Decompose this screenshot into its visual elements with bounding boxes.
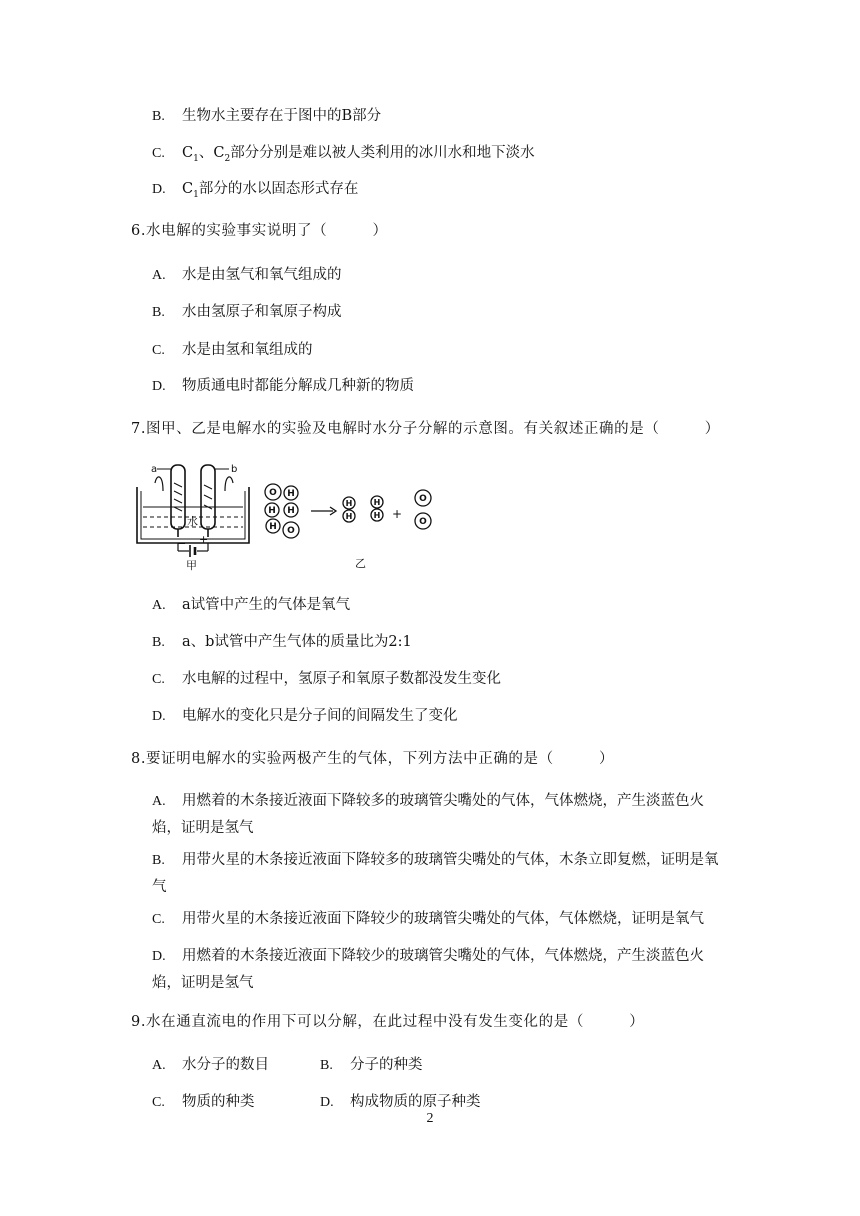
atom-o: O <box>419 494 427 504</box>
q8-option-b <box>152 847 730 901</box>
option-key: C. <box>152 912 165 927</box>
atom-h: H <box>373 511 381 520</box>
q9-option-d <box>320 1092 481 1113</box>
option-key: C. <box>152 146 165 161</box>
option-key: A. <box>152 794 166 809</box>
q8-stem: 8.要证明电解水的实验两极产生的气体，下列方法中正确的是（ ） <box>131 751 615 767</box>
label-plus: + <box>199 533 209 546</box>
electrolysis-figure <box>133 455 453 573</box>
option-text: 用带火星的木条接近液面下降较多的玻璃管尖嘴处的气体，木条立即复燃，证明是氧气 <box>152 852 719 895</box>
option-key: C. <box>152 343 165 358</box>
option-text: 水是由氢气和氧气组成的 <box>182 267 342 283</box>
c1-subscript: 1 <box>193 189 199 200</box>
q7-option-b <box>152 632 412 653</box>
option-key: D. <box>152 182 166 197</box>
option-key: C. <box>152 672 165 687</box>
option-key: A. <box>152 1058 166 1073</box>
q5-option-b <box>152 106 381 127</box>
option-text: 构成物质的原子种类 <box>350 1094 481 1110</box>
q7-stem: 7.图甲、乙是电解水的实验及电解时水分子分解的示意图。有关叙述正确的是（ ） <box>131 421 720 437</box>
q6-option-b <box>152 302 342 323</box>
label-jia: 甲 <box>186 559 197 572</box>
option-key: B. <box>152 635 165 650</box>
q5-option-d <box>152 179 358 205</box>
c1-symbol: C <box>182 181 194 197</box>
option-text: 水分子的数目 <box>182 1057 269 1073</box>
q8-option-c <box>152 906 730 933</box>
q7-option-c <box>152 669 501 690</box>
option-text: a试管中产生的气体是氧气 <box>182 597 351 613</box>
option-text: 水是由氢和氧组成的 <box>182 342 313 358</box>
option-key: D. <box>320 1095 334 1110</box>
option-key: C. <box>152 1095 165 1110</box>
c1-subscript: 1 <box>193 153 199 164</box>
q9-options-row-1 <box>152 1055 423 1076</box>
q7-option-d <box>152 706 458 727</box>
atom-h: H <box>269 522 277 532</box>
option-text: 分子的种类 <box>350 1057 423 1073</box>
option-key: B. <box>152 853 165 868</box>
atom-h: H <box>345 499 353 508</box>
electrolysis-apparatus <box>137 465 249 557</box>
q9-option-a <box>152 1055 320 1076</box>
atom-o: O <box>269 488 277 498</box>
c2-symbol: C <box>213 145 225 161</box>
q6-stem: 6.水电解的实验事实说明了（ ） <box>131 223 388 239</box>
q5-option-c <box>152 143 535 169</box>
label-water: 水 <box>187 515 198 528</box>
atom-h: H <box>373 498 381 507</box>
option-text: 水电解的过程中，氢原子和氧原子数都没发生变化 <box>182 671 501 687</box>
q6-option-a <box>152 265 342 286</box>
option-key: D. <box>152 379 166 394</box>
atom-o: O <box>287 526 295 536</box>
atom-o: O <box>419 517 427 527</box>
atom-h: H <box>268 506 276 516</box>
q6-option-d <box>152 376 414 397</box>
option-key: A. <box>152 598 166 613</box>
option-text: 用带火星的木条接近液面下降较少的玻璃管尖嘴处的气体，气体燃烧，证明是氧气 <box>182 911 704 927</box>
page-number: 2 <box>426 1111 434 1126</box>
plus-sign: + <box>392 507 403 521</box>
option-text: 物质的种类 <box>182 1094 255 1110</box>
q9-option-c <box>152 1092 320 1113</box>
q9-stem: 9.水在通直流电的作用下可以分解，在此过程中没有发生变化的是（ ） <box>131 1014 645 1030</box>
separator: 、 <box>198 145 214 161</box>
option-key: D. <box>152 949 166 964</box>
reaction-arrow <box>311 507 336 515</box>
q7-option-a <box>152 595 350 616</box>
c2-subscript: 2 <box>224 153 231 164</box>
label-minus: − <box>177 537 187 550</box>
atom-h: H <box>287 489 295 499</box>
option-text: 部分的水以固态形式存在 <box>198 181 359 197</box>
atom-h: H <box>287 506 295 516</box>
option-key: B. <box>152 305 165 320</box>
q6-option-c <box>152 340 313 361</box>
option-text: 用燃着的木条接近液面下降较多的玻璃管尖嘴处的气体，气体燃烧，产生淡蓝色火焰，证明是氢气 <box>152 793 704 836</box>
option-text: 部分分别是难以被人类利用的冰川水和地下淡水 <box>230 145 535 161</box>
option-key: B. <box>320 1058 333 1073</box>
q9-option-b <box>320 1055 423 1076</box>
option-key: A. <box>152 268 166 283</box>
q8-option-d <box>152 943 730 997</box>
label-a: a <box>151 464 158 475</box>
label-b: b <box>231 464 238 475</box>
option-text: 水由氢原子和氧原子构成 <box>182 304 342 320</box>
option-text: 生物水主要存在于图中的B部分 <box>182 108 382 124</box>
option-text: a、b试管中产生气体的质量比为2:1 <box>182 634 412 650</box>
q9-options-row-2 <box>152 1092 481 1113</box>
option-text: 电解水的变化只是分子间的间隔发生了变化 <box>182 708 458 724</box>
option-key: B. <box>152 109 165 124</box>
option-key: D. <box>152 709 166 724</box>
option-text: 物质通电时都能分解成几种新的物质 <box>182 378 414 394</box>
label-yi: 乙 <box>355 557 366 570</box>
option-text: 用燃着的木条接近液面下降较少的玻璃管尖嘴处的气体，气体燃烧，产生淡蓝色火焰，证明是氢气 <box>152 948 704 991</box>
c1-symbol: C <box>182 145 194 161</box>
q8-option-a <box>152 788 730 842</box>
atom-h: H <box>345 512 353 521</box>
